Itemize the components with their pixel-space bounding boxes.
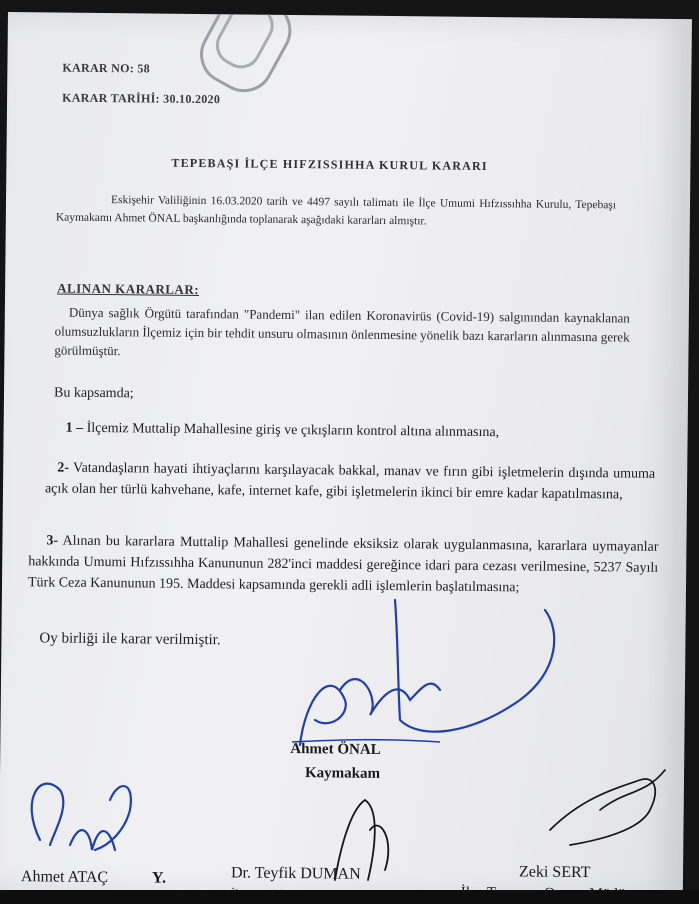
item-number: 1 – (65, 420, 84, 436)
closing-text: Oy birliği ile karar verilmiştir. (39, 630, 221, 649)
decision-number: KARAR NO: 58 (62, 60, 151, 76)
middle-signatory-name: Dr. Teyfik DUMAN (230, 864, 361, 883)
right-signatory-name: Zeki SERT (518, 863, 591, 882)
item-number: 3- (46, 533, 59, 549)
middle-signature (335, 800, 388, 880)
section-title: ALINAN KARARLAR: (57, 280, 200, 298)
chair-name: Ahmet ÖNAL (290, 740, 381, 758)
left-signatory-mark: Y. (151, 869, 167, 887)
chair-signature (300, 600, 554, 745)
item-text: Alınan bu kararlara Muttalip Mahallesi genelinde eksiksiz olarak uygulanmasına, kararlara uymayanlar hakkında Umumi Hıfzıssıhha Kanununun 282'inci maddesi gereğince idari para cezası verilmesine, 5237 Sayılı Türk Ceza Kanununun 195. Maddesi kapsamında gerekli adli işlemlerin başlatılmasına; (27, 533, 659, 596)
chair-role: Kaymakam (304, 765, 381, 782)
photo-bottom-edge (0, 890, 699, 904)
scope-text: Bu kapsamda; (53, 385, 134, 402)
preamble-paragraph: Dünya sağlık Örgütü tarafından "Pandemi" ilan edilen Koronavirüs (Covid-19) salgınından kaynaklanan olumsuzlukların İlçemiz için bir tehdit unsuru olmasının önlenmesine yönelik bazı kararların alınmasına gerek görülmüştür. (54, 304, 630, 359)
right-signature (550, 770, 665, 845)
item-number: 2- (57, 460, 69, 476)
item-text: Vatandaşların hayati ihtiyaçlarını karşılayacak bakkal, manav ve fırın gibi işletmelerin dışında umuma açık olan her türlü kahvehane, kafe, internet kafe, gibi işletmelerin ikinci bir emre kadar kapatılmasına, (44, 460, 656, 503)
intro-paragraph: Eskişehir Valiliğinin 16.03.2020 tarih ve 4497 sayılı talimatı ile İlçe Umumi Hıfzıssıhha Kurulu, Tepebaşı Kaymakamı Ahmet ÖNAL başkanlığında toplanarak aşağıdaki kararları almıştır. (55, 194, 617, 228)
left-signatory-name: Ahmet ATAÇ (20, 868, 109, 887)
item-text: İlçemiz Muttalip Mahallesine giriş ve çıkışların kontrol altına alınmasına, (83, 420, 500, 441)
document-title: TEPEBAŞI İLÇE HIFZISSIHHA KURUL KARARI (171, 155, 488, 174)
left-signature (32, 784, 131, 850)
decision-date: KARAR TARİHİ: 30.10.2020 (62, 90, 221, 107)
